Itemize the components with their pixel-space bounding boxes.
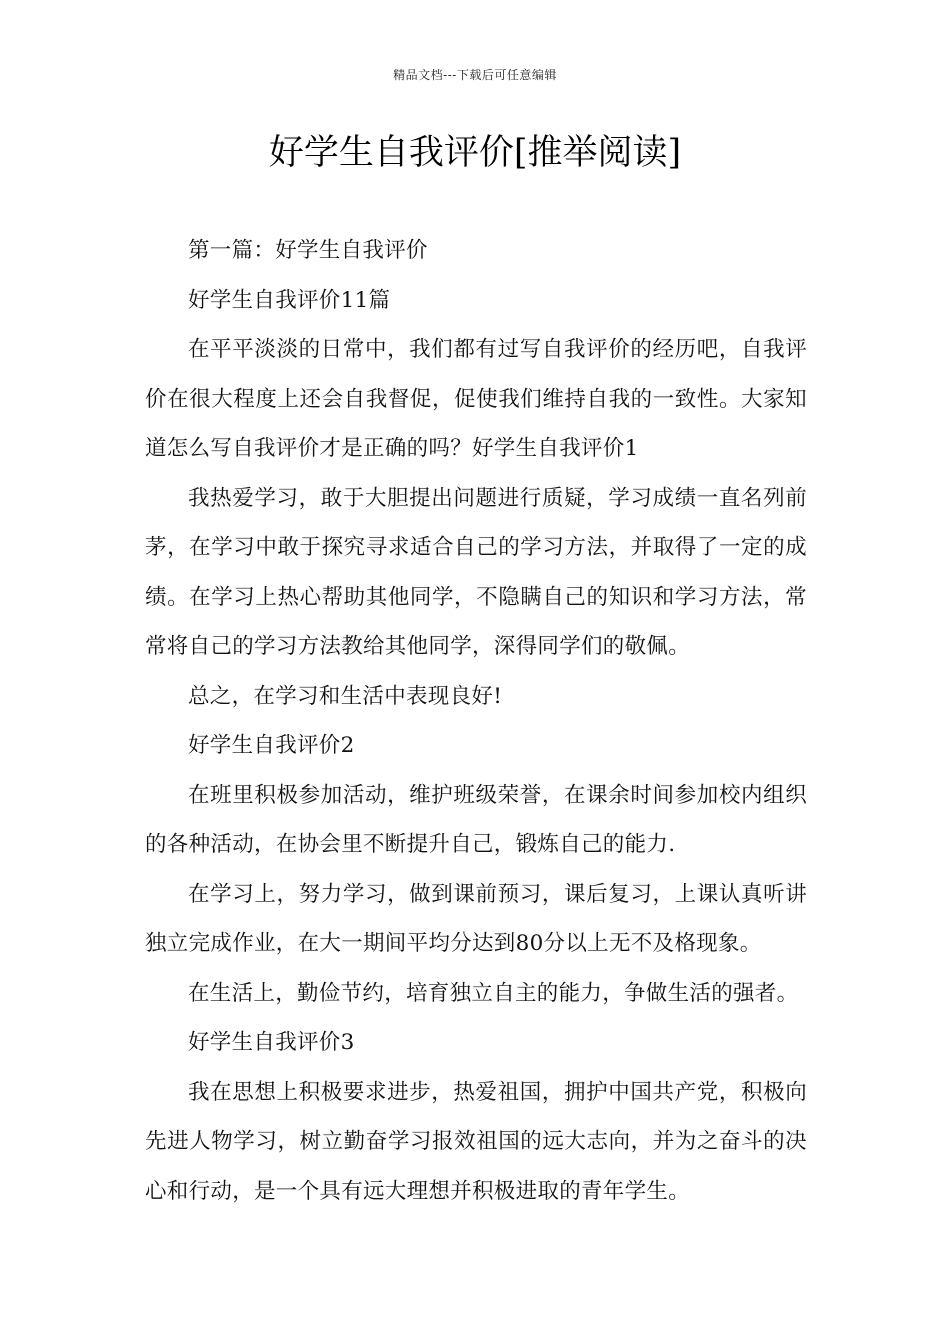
intro-paragraph: 在平平淡淡的日常中，我们都有过写自我评价的经历吧，自我评价在很大程度上还会自我督促，促使我们维持自我的一致性。大家知道怎么写自我评价才是正确的吗？好学生自我评价1: [145, 337, 807, 461]
evaluation-2-paragraph-study: 在学习上，努力学习，做到课前预习，课后复习，上课认真听讲独立完成作业，在大一期间平均分达到80分以上无不及格现象。: [145, 881, 807, 956]
evaluation-1-summary: 总之，在学习和生活中表现良好!: [188, 683, 503, 709]
evaluation-3-paragraph: 我在思想上积极要求进步，热爱祖国，拥护中国共产党，积极向先进人物学习，树立勤奋学习报效祖国的远大志向，并为之奋斗的决心和行动，是一个具有远大理想并积极进取的青年学生。: [145, 1079, 807, 1204]
evaluation-3-heading: 好学生自我评价3: [188, 1030, 355, 1055]
document-title: 好学生自我评价[推举阅读]: [268, 133, 682, 173]
evaluation-2-paragraph-activities: 在班里积极参加活动，维护班级荣誉，在课余时间参加校内组织的各种活动，在协会里不断提升自己，锻炼自己的能力.: [145, 782, 807, 857]
subheading: 好学生自我评价11篇: [188, 287, 391, 313]
evaluation-1-paragraph: 我热爱学习，敢于大胆提出问题进行质疑，学习成绩一直名列前茅，在学习中敢于探究寻求适合自己的学习方法，并取得了一定的成绩。在学习上热心帮助其他同学，不隐瞒自己的知识和学习方法，常常将自己的学习方法教给其他同学，深得同学们的敬佩。: [145, 485, 807, 659]
evaluation-2-paragraph-life: 在生活上，勤俭节约，培育独立自主的能力，争做生活的强者。: [188, 980, 799, 1006]
document-body: [145, 226, 807, 1216]
header-note: 精品文档---下载后可任意编辑: [393, 68, 557, 82]
section-heading: 第一篇：好学生自我评价: [188, 238, 428, 263]
evaluation-2-heading: 好学生自我评价2: [188, 733, 355, 758]
